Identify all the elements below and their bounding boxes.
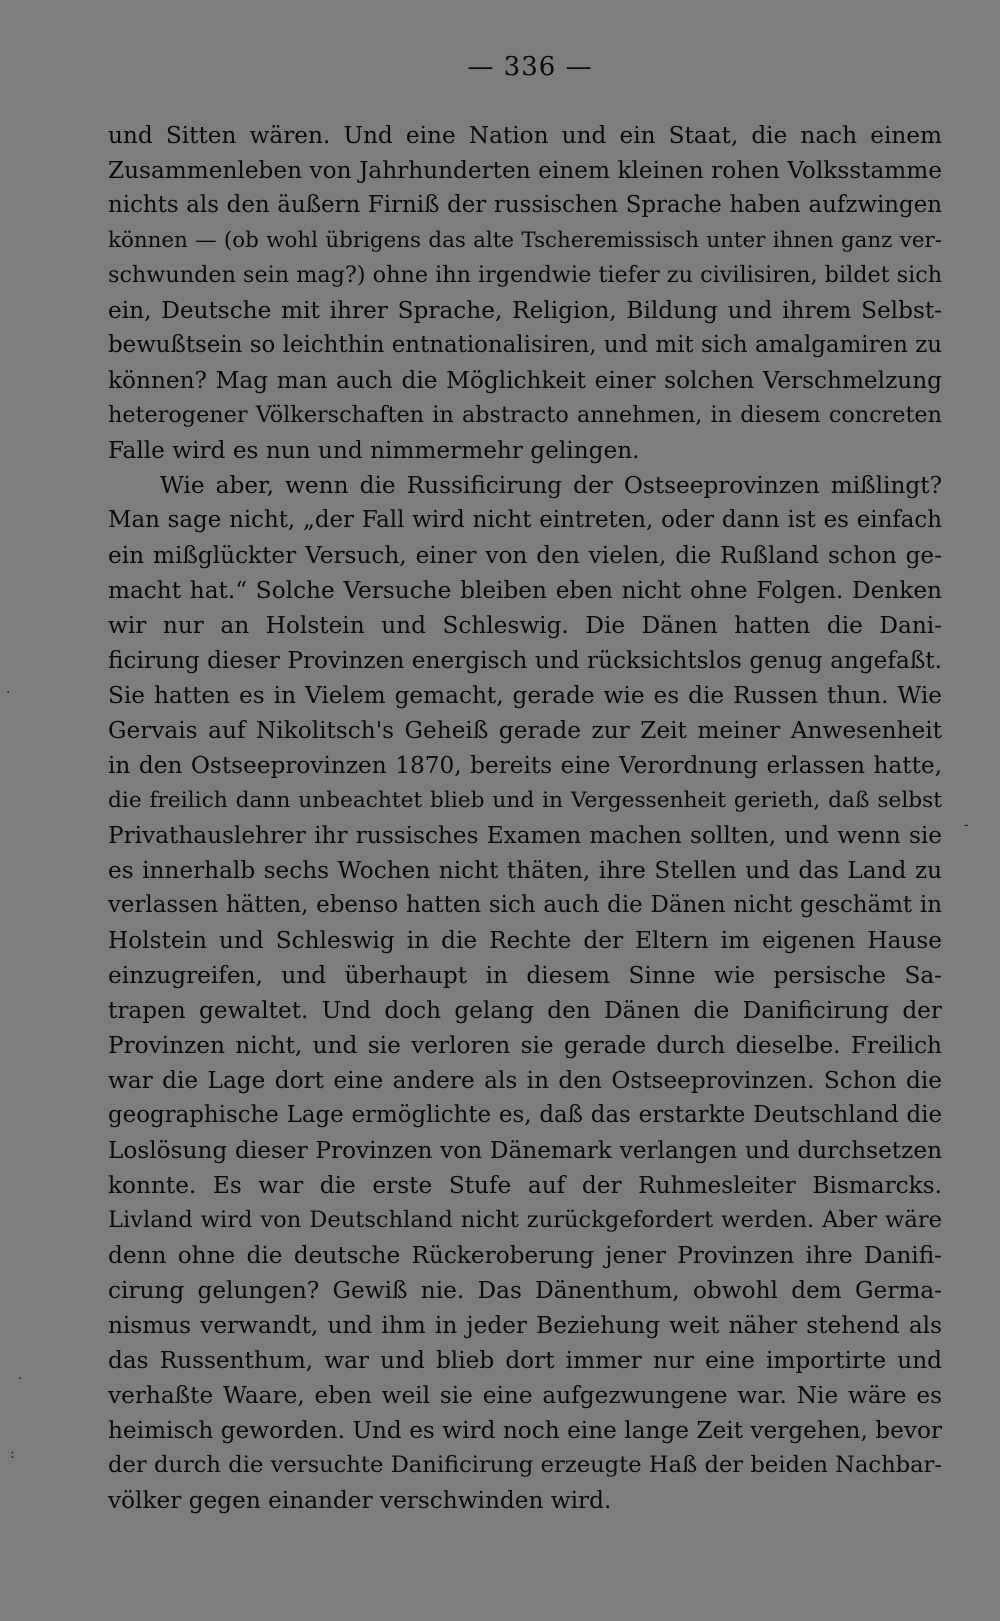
text-line: Livland wird von Deutschland nicht zurückgefordert werden. Aber wäre <box>108 1207 942 1233</box>
text-line: heterogener Völkerschaften in abstracto annehmen, in diesem concreten <box>108 402 942 428</box>
text-line: konnte. Es war die erste Stufe auf der Ruhmesleiter Bismarcks. <box>108 1172 942 1199</box>
text-line: Holstein und Schleswig in die Rechte der Eltern im eigenen Hause <box>108 927 942 954</box>
text-line: in den Ostseeprovinzen 1870, bereits eine Verordnung erlassen hatte, <box>108 752 942 779</box>
text-line: schwunden sein mag?) ohne ihn irgendwie tiefer zu civilisiren, bildet sich <box>108 262 942 288</box>
text-line: Wie aber, wenn die Russificirung der Ostseeprovinzen mißlingt? <box>160 472 942 499</box>
page-number: — 336 — <box>467 52 593 82</box>
text-line: einzugreifen, und überhaupt in diesem Sinne wie persische Sa- <box>108 962 942 989</box>
text-line: denn ohne die deutsche Rückeroberung jener Provinzen ihre Danifi- <box>108 1242 942 1269</box>
text-line: ein, Deutsche mit ihrer Sprache, Religion, Bildung und ihrem Selbst- <box>108 297 942 324</box>
scan-speck: · <box>18 1371 23 1387</box>
text-line: Provinzen nicht, und sie verloren sie gerade durch dieselbe. Freilich <box>108 1032 942 1059</box>
text-line: verhaßte Waare, eben weil sie eine aufgezwungene war. Nie wäre es <box>108 1382 942 1409</box>
text-line: und Sitten wären. Und eine Nation und ein Staat, die nach einem <box>108 122 942 149</box>
text-line: völker gegen einander verschwinden wird. <box>108 1487 612 1514</box>
text-line: ein mißglückter Versuch, einer von den vielen, die Rußland schon ge- <box>108 542 942 569</box>
text-line: ficirung dieser Provinzen energisch und rücksichtslos genug angefaßt. <box>108 647 942 674</box>
text-line: macht hat.“ Solche Versuche bleiben eben nicht ohne Folgen. Denken <box>108 577 942 604</box>
text-line: Gervais auf Nikolitsch's Geheiß gerade zur Zeit meiner Anwesenheit <box>108 717 942 744</box>
text-line: wir nur an Holstein und Schleswig. Die Dänen hatten die Dani- <box>108 612 942 639</box>
body-text <box>108 118 942 1518</box>
text-line: Falle wird es nun und nimmermehr gelingen. <box>108 437 640 464</box>
scan-speck: · <box>6 685 11 701</box>
text-line: bewußtsein so leichthin entnationalisiren, und mit sich amalgamiren zu <box>108 332 942 358</box>
text-line: geographische Lage ermöglichte es, daß das erstarkte Deutschland die <box>108 1102 942 1128</box>
text-line: das Russenthum, war und blieb dort immer nur eine importirte und <box>108 1347 942 1374</box>
text-line: nismus verwandt, und ihm in jeder Beziehung weit näher stehend als <box>108 1312 942 1339</box>
text-line: trapen gewaltet. Und doch gelang den Dänen die Danificirung der <box>108 997 942 1024</box>
scan-speck: : <box>10 1446 15 1462</box>
text-line: können? Mag man auch die Möglichkeit einer solchen Verschmelzung <box>108 367 942 394</box>
text-line: Privathauslehrer ihr russisches Examen machen sollten, und wenn sie <box>108 822 942 849</box>
text-line: der durch die versuchte Danificirung erzeugte Haß der beiden Nachbar- <box>108 1452 942 1478</box>
text-line: heimisch geworden. Und es wird noch eine lange Zeit vergehen, bevor <box>108 1417 942 1444</box>
text-line: Loslösung dieser Provinzen von Dänemark verlangen und durchsetzen <box>108 1137 942 1164</box>
text-line: nichts als den äußern Firniß der russischen Sprache haben aufzwingen <box>108 192 942 218</box>
text-line: Zusammenleben von Jahrhunderten einem kleinen rohen Volksstamme <box>108 157 942 184</box>
text-line: Sie hatten es in Vielem gemacht, gerade wie es die Russen thun. Wie <box>108 682 942 709</box>
text-line: cirung gelungen? Gewiß nie. Das Dänenthum, obwohl dem Germa- <box>108 1277 942 1304</box>
text-line: Man sage nicht, „der Fall wird nicht eintreten, oder dann ist es einfach <box>108 507 942 533</box>
scan-speck: - <box>964 817 969 833</box>
text-line: verlassen hätten, ebenso hatten sich auch die Dänen nicht geschämt in <box>108 892 942 918</box>
text-line: war die Lage dort eine andere als in den Ostseeprovinzen. Schon die <box>108 1067 942 1094</box>
text-line: können — (ob wohl übrigens das alte Tscheremissisch unter ihnen ganz ver- <box>108 228 942 253</box>
text-line: die freilich dann unbeachtet blieb und in Vergessenheit gerieth, daß selbst <box>108 788 942 813</box>
text-line: es innerhalb sechs Wochen nicht thäten, ihre Stellen und das Land zu <box>108 857 942 884</box>
